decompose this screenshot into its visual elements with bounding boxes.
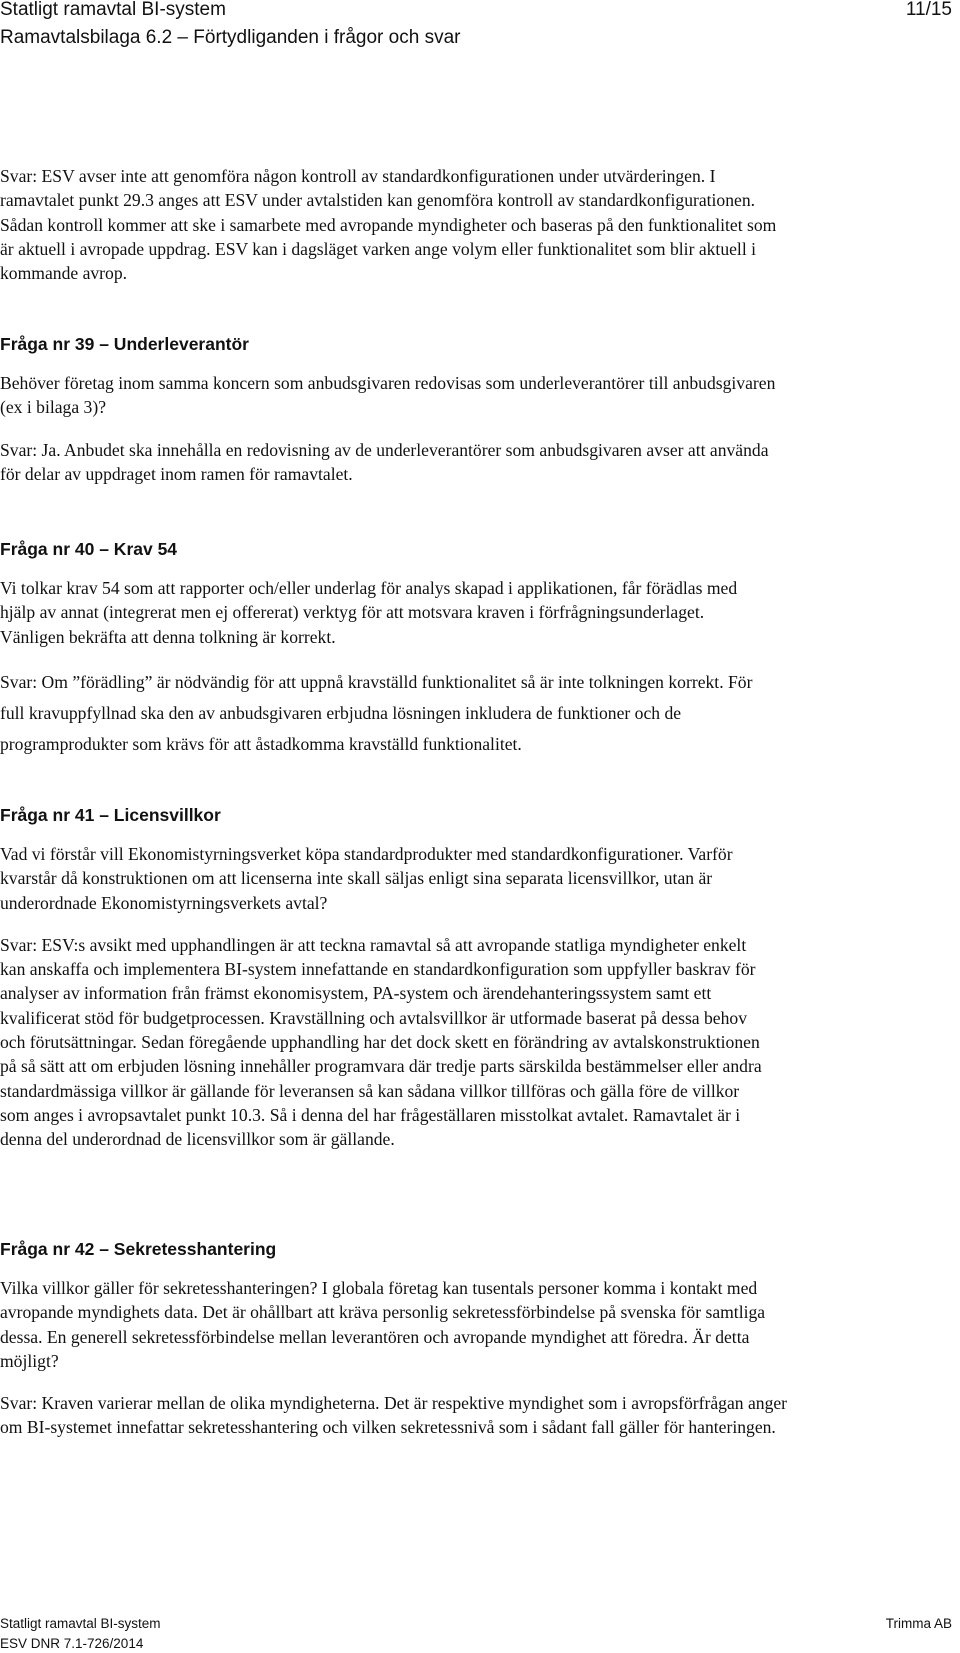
question-41-answer xyxy=(0,933,770,1152)
intro-answer-section xyxy=(0,164,780,285)
question-42-answer xyxy=(0,1391,790,1440)
question-42-heading: Fråga nr 42 – Sekretesshantering xyxy=(0,1239,277,1259)
question-39-heading: Fråga nr 39 – Underleverantör xyxy=(0,334,249,354)
footer-company: Trimma AB xyxy=(885,1616,952,1631)
question-39-text: Behöver företag inom samma koncern som anbudsgivaren redovisas som underleverantörer till anbudsgivaren (ex i bilaga 3)? xyxy=(0,373,776,418)
question-42-section xyxy=(0,1238,790,1440)
answer-label: Svar xyxy=(0,166,33,186)
question-41-section xyxy=(0,804,770,1152)
page-number: 11/15 xyxy=(905,0,952,20)
header-subtitle: Ramavtalsbilaga 6.2 – Förtydliganden i frågor och svar xyxy=(0,27,461,48)
question-39-answer xyxy=(0,438,790,487)
answer-label: Svar xyxy=(0,439,33,460)
question-41-text: Vad vi förstår vill Ekonomistyrningsverket köpa standardprodukter med standardkonfigurationer. Varför kvarstår då konstruktionen om att licenserna inte skall säljas enligt sina separata licensvillkor, utan är underordnade Ekonomistyrningsverkets avtal? xyxy=(0,844,733,913)
answer-text: : Kraven varierar mellan de olika myndigheterna. Det är respektive myndighet som i avropsförfrågan anger om BI-systemet innefattar sekretesshantering och vilken sekretessnivå som i sådant fall gäller för hanteringen. xyxy=(0,1393,788,1438)
answer-text: : Om ”förädling” är nödvändig för att uppnå kravställd funktionalitet så är inte tolkningen korrekt. För full kravuppfyllnad ska den av anbudsgivaren erbjudna lösningen inkludera de funktioner och de programprodukter som krävs för att åstadkomma kravställd funktionalitet. xyxy=(0,671,753,754)
question-41-heading: Fråga nr 41 – Licensvillkor xyxy=(0,805,221,825)
answer-text: : ESV:s avsikt med upphandlingen är att teckna ramavtal så att avropande statliga myndigheter enkelt kan anskaffa och implementera BI-system innefattande en standardkonfiguration som uppfyller baskrav för analyser av information från främst ekonomisystem, PA-system och ärendehanteringssystem samt ett kvalificerat stöd för budgetprocessen. Kravställning och avtalsvillkor är utformade baserat på dessa behov och förutsättningar. Sedan föregående upphandling har det dock skett en förändring av avtalskonstruktionen på så sätt att om erbjuden lösning innehåller programvara där tredje parts särskilda bestämmelser eller andra standardmässiga villkor är gällande för leveransen så kan sådana villkor tillföras och gälla före de villkor som anges i avropsavtalet punkt 10.3. Så i denna del har frågeställaren misstolkat avtalet. Ramavtalet är i denna del underordnad de licensvillkor som är gällande. xyxy=(0,934,762,1150)
question-39-section xyxy=(0,333,790,486)
intro-answer xyxy=(0,164,780,285)
answer-label: Svar xyxy=(0,1393,33,1414)
answer-label: Svar xyxy=(0,671,33,692)
footer-reference: ESV DNR 7.1-726/2014 xyxy=(0,1636,144,1651)
footer-title: Statligt ramavtal BI-system xyxy=(0,1616,161,1631)
question-42-text: Vilka villkor gäller för sekretesshanteringen? I globala företag kan tusentals personer komma i kontakt med avropande myndighets data. Det är ohållbart att kräva personlig sekretessförbindelse på svenska för samtliga dessa. En generell sekretessförbindelse mellan leverantören och avropande myndighet att föredra. Är detta möjligt? xyxy=(0,1278,766,1371)
question-40-text: Vi tolkar krav 54 som att rapporter och/eller underlag för analys skapad i applikationen, får förädlas med hjälp av annat (integrerat men ej offererat) verktyg för att motsvara kraven i förfrågningsunderlaget. Vänligen bekräfta att denna tolkning är korrekt. xyxy=(0,578,738,647)
answer-label: Svar xyxy=(0,934,33,955)
question-40-section xyxy=(0,538,760,760)
answer-text: : ESV avser inte att genomföra någon kontroll av standardkonfigurationen under utvärderingen. I ramavtalet punkt 29.3 anges att ESV under avtalstiden kan genomföra kontroll av standardkonfigurationen. Sådan kontroll kommer att ske i samarbete med avropande myndigheter och baseras på den funktionalitet som är aktuell i avropade uppdrag. ESV kan i dagsläget varken ange volym eller funktionalitet som blir aktuell i kommande avrop. xyxy=(0,166,777,284)
header-title: Statligt ramavtal BI-system xyxy=(0,0,226,20)
question-40-heading: Fråga nr 40 – Krav 54 xyxy=(0,539,178,559)
answer-text: : Ja. Anbudet ska innehålla en redovisning av de underleverantörer som anbudsgivaren avser att använda för delar av uppdraget inom ramen för ramavtalet. xyxy=(0,439,769,484)
question-40-answer xyxy=(0,667,760,760)
